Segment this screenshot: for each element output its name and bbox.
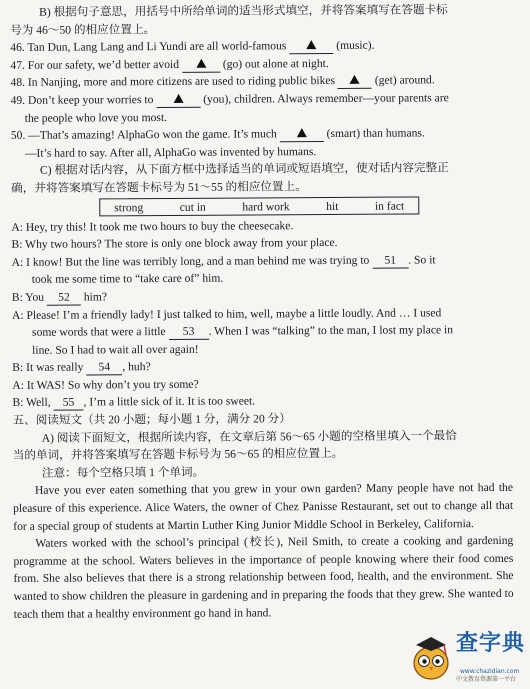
dialogue-line: B: Well, 55 , I’m a little sick of it. It is too sweet.: [12, 394, 256, 410]
word-bank-item: hard work: [242, 199, 290, 214]
watermark-logo: [408, 633, 526, 683]
answer-blank-50[interactable]: [280, 127, 324, 142]
question-48: 48. In Nanjing, more and more citizens are used to riding public bikes (get) around.: [10, 73, 435, 90]
answer-blank-52[interactable]: 52: [47, 290, 81, 305]
section-b-instruction-2: 号为 46～50 的相应位置上。: [10, 22, 156, 37]
question-49: 49. Don’t keep your worries to (you), children. Always remember—your parents are: [10, 91, 449, 107]
watermark-name: 查字典: [456, 631, 526, 656]
dialogue-line: took me some time to “take care of” him.: [31, 271, 224, 287]
dialogue-line: B: You 52 him?: [11, 290, 108, 304]
dialogue-line: A: Please! I’m a friendly lady! I just talked to him, well, maybe a little loudly. And … I used: [11, 305, 442, 322]
triangle-icon: [173, 94, 183, 103]
watermark-url: www.chazidian.com: [460, 668, 520, 675]
question-50: 50. —That’s amazing! AlphaGo won the game. It’s much (smart) than humans.: [10, 126, 425, 143]
question-49-cont: the people who love you most.: [24, 110, 168, 125]
section-v-note: 注意：每个空格只填 1 个单词。: [41, 465, 205, 480]
triangle-icon: [306, 40, 316, 49]
section-c-instruction-2: 确，并将答案填写在答题卡标号为 51～55 的相应位置上。: [11, 180, 307, 195]
answer-blank-51[interactable]: 51: [372, 253, 408, 268]
question-50-reply: —It’s hard to say. After all, AlphaGo was invented by humans.: [24, 144, 317, 160]
word-bank-item: hit: [326, 199, 339, 213]
answer-blank-49[interactable]: [156, 93, 200, 108]
word-bank-item: strong: [114, 200, 144, 214]
section-v-instruction-2: 当的单词，并将答案填写在答题卡标号为 56～65 的相应位置上。: [12, 447, 344, 463]
dialogue-line: A: Hey, try this! It took me two hours to buy the cheesecake.: [11, 218, 294, 234]
dialogue-line: A: I know! But the line was terribly long, and a man behind me was trying to 51 . So it: [11, 253, 436, 269]
watermark-subtitle: 中文教育资源第一平台: [456, 676, 517, 683]
word-bank-item: cut in: [179, 200, 206, 214]
answer-blank-47[interactable]: [182, 57, 220, 72]
section-v-title: 五、阅读短文（共 20 小题；每小题 1 分，满分 20 分）: [12, 412, 291, 427]
triangle-icon: [297, 128, 307, 137]
question-47: 47. For our safety, we’d better avoid (go) out alone at night.: [10, 56, 329, 72]
answer-blank-54[interactable]: 54: [86, 361, 122, 376]
section-c-instruction-1: C) 根据对话内容，从下面方框中选择适当的单词或短语填空，使对话内容完整正: [40, 161, 449, 178]
answer-blank-48[interactable]: [338, 74, 372, 89]
answer-blank-46[interactable]: [289, 39, 333, 54]
dialogue-line: line. So I had to wait all over again!: [32, 342, 199, 357]
section-v-instruction-1: A) 阅读下面短文，根据所读内容，在文章后第 56～65 小题的空格里填入一个最恰: [41, 428, 457, 445]
dialogue-line: A: It WAS! So why don’t you try some?: [12, 377, 199, 392]
owl-mascot-icon: [408, 633, 454, 681]
question-46: 46. Tan Dun, Lang Lang and Li Yundi are all world-famous (music).: [10, 38, 375, 55]
answer-blank-55[interactable]: 55: [53, 396, 83, 411]
word-bank-item: in fact: [374, 199, 405, 213]
answer-blank-53[interactable]: 53: [169, 325, 209, 340]
triangle-icon: [350, 75, 360, 84]
passage-paragraph-2: Waters worked with the school’s principal (校长), Neil Smith, to create a cooking and gardening programme at the school. Waters believes in the importance of people knowing where their food comes from. She also believes that there is a strong relationship between food, health, and the environment. She wanted to show children the pleasure in gardening and in preparing the foods that they grew. She wanted to teach them that a healthy environment go hand in hand.: [13, 534, 514, 621]
triangle-icon: [196, 59, 206, 68]
dialogue-line: B: Why two hours? The store is only one block away from your place.: [11, 236, 338, 252]
section-b-instruction-1: B) 根据句子意思，用括号中所给单词的适当形式填空，并将答案填写在答题卡标: [39, 3, 448, 19]
word-bank-box: [99, 196, 419, 216]
passage-paragraph-1: Have you ever eaten something that you grew in your own garden? Many people have not had the pleasure of this experience. Alice Waters, the owner of Chez Panisse Restaurant, set out to change all that for a special group of students at Martin Luther King Junior Middle School in Berkeley, California.: [13, 481, 514, 533]
dialogue-line: B: It was really 54 , huh?: [12, 360, 151, 375]
dialogue-line: some words that were a little 53 . When I was “talking” to the man, I lost my place in: [31, 323, 454, 339]
